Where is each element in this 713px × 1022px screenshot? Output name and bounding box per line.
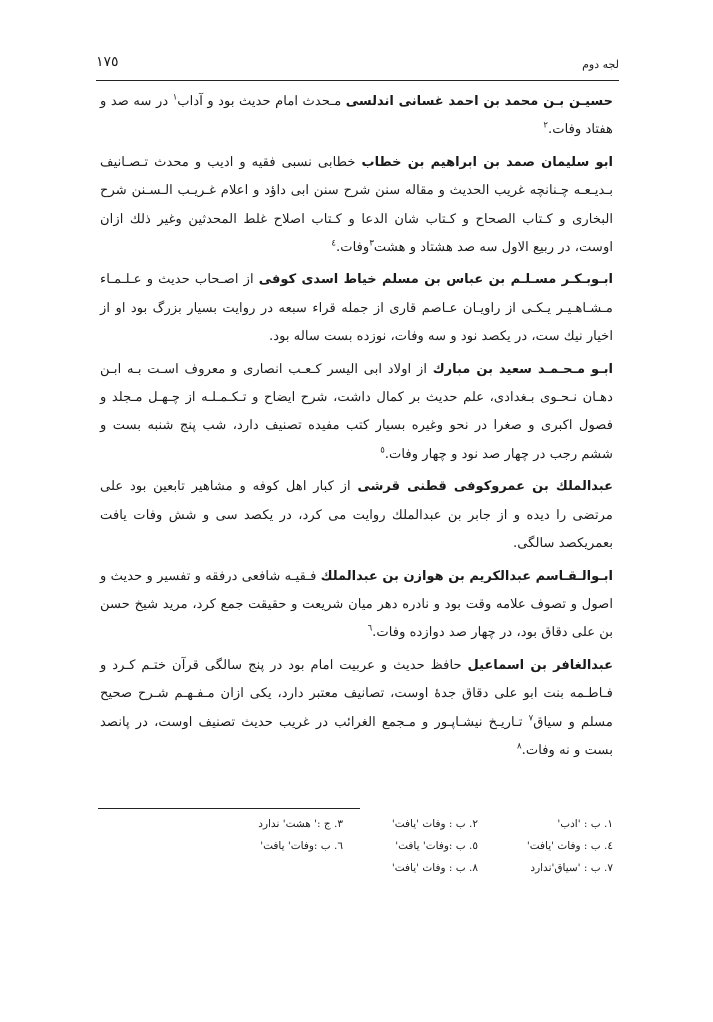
footnote-marker: ٨ <box>517 741 522 752</box>
entry-paragraph <box>100 652 613 766</box>
entry-text: از كبار اهل كوفه و مشاهير تابعين بود علی مرتضی را ديده و از جابر بن عبدالملك روايت می كرد، در يكصد سی و شش وفات يافت بعمريكصد سالگی. <box>100 479 613 552</box>
footnote-marker: ٥ <box>380 445 385 456</box>
main-text <box>100 88 613 765</box>
footnote-marker: ٢ <box>543 121 548 132</box>
entry-name: ابو سليمان صمد بن ابراهيم بن خطاب <box>361 154 613 170</box>
footnote: ٧. ب : 'سياق'ندارد <box>530 862 613 874</box>
entry-paragraph <box>100 473 613 558</box>
footnote: ٨. ب : وفات 'يافت' <box>391 862 478 874</box>
footnote-marker: ١ <box>172 92 178 103</box>
entry-name: حسيـن بـن محمد بن احمد غسانی اندلسی <box>345 94 613 109</box>
entry-name: عبدالملك بن عمروكوفی قطنی قرشی <box>357 479 613 495</box>
footnote-row <box>100 835 613 857</box>
entry-paragraph <box>100 88 613 145</box>
footnotes <box>100 813 613 879</box>
entry-paragraph <box>100 149 613 263</box>
entry-name: ابـو مـحـمـد سعيد بن مبارك <box>432 361 613 377</box>
footnote-row <box>100 813 613 835</box>
footnote: ٥. ب :وفات' يافت' <box>395 840 478 852</box>
page-header <box>96 52 619 76</box>
entry-paragraph <box>100 266 613 351</box>
entry-text: از اصـحاب حديث و عـلـمـاء مـشـاهـيـر يـكـی از راويـان عـاصم قاری از جمله قراء سبعه در روايت بسيار بزرگ بود او از اخيار نيك ست، در يكصد نود و سه وفات، نوزده بست ساله بود. <box>100 272 613 345</box>
entry-text: از اولاد ابی اليسر كـعـب انصاری و معروف اسـت بـه ابـن دهـان نـحـوی بـغدادی، علم حديث بر كمال داشت، شرح ايضاح و تـكـمـلـه از چـهـل مـجلد و فصول اكبری و صغرا در نحو وغيره بسيار كتب مفيده تصنيف دارد، شب پنج شنبه بست و ششم رجب در چهار صد نود و چهار وفات. <box>100 361 613 462</box>
page-number: ١٧٥ <box>96 54 119 70</box>
footnote: ٦. ب :وفات' يافت' <box>260 840 343 852</box>
entry-text: مـحدث امام حديث بود و آداب <box>177 94 346 109</box>
entry-text-continued: تـاريـخ نيشـاپـور و مـجمع الغرائب در غريب حديث تصنيف اوست، در پانصد بست و نه وفات. <box>100 714 613 758</box>
entry-name: عبدالغافر بن اسماعيل <box>467 657 613 673</box>
entry-text: فـقيـه شافعی درفقه و تفسير و حديث و اصول و تصوف علامه وقت بود و نادره دهر ميان شريعت و حقيقت جمع كرد، مريد شيخ حسن بن علی دقاق بود، در چهار صد دوازده وفات. <box>100 568 613 641</box>
footnote-marker: ٣ <box>369 238 374 249</box>
entry-text: حافظ حديث و عربيت امام بود در پنج سالگی قرآن ختـم كـرد و فـاطـمه بنت ابو علی دقاق جدهٔ اوست، تصانيف معتبر دارد، يكی ازان مـفـهـم شـرح صحيح مسلم و سياق <box>100 657 613 730</box>
footnote-marker: ٦ <box>367 623 373 634</box>
header-rule <box>96 80 619 81</box>
running-title: لجه دوم <box>582 58 619 71</box>
footnote-row <box>100 857 613 879</box>
footnote: ٣. ج :' هشت' ندارد <box>258 818 343 830</box>
footnote: ٢. ب : وفات 'يافت' <box>391 818 478 830</box>
entry-name: ابـوالـقـاسم عبدالكريم بن هوازن بن عبدالملك <box>320 568 613 584</box>
entry-paragraph <box>100 356 613 470</box>
footnote: ٤. ب : وفات 'يافت' <box>526 840 613 852</box>
footnote-marker: ٤ <box>331 238 336 249</box>
footnote-rule <box>98 808 360 809</box>
entry-name: ابـوبـكـر مسـلـم بن عباس بن مسلم خياط اسدی كوفی <box>258 272 613 288</box>
footnote: ١. ب : 'ادب' <box>557 818 613 830</box>
entry-text: خطابی نسبی فقيه و اديب و محدث تـصـانيف بـديـعـه چـنانچه غريب الحديث و مقاله سنن شرح سنن ابی داؤد و اعلام غـريـب الـسـنن شرح البخاری و كـتاب الصحاح و كـتاب شان الدعا و كـتاب اصلاح غلط المحدثين وغير ذلك ازان اوست، در ربيع الاول سه صد هشتاد و هشت <box>100 154 613 256</box>
entry-text-continued: در سه صد و هفتاد وفات. <box>100 94 613 138</box>
entry-text-continued: وفات. <box>336 240 370 256</box>
footnote-marker: ٧ <box>528 713 534 724</box>
entry-paragraph <box>100 563 613 648</box>
